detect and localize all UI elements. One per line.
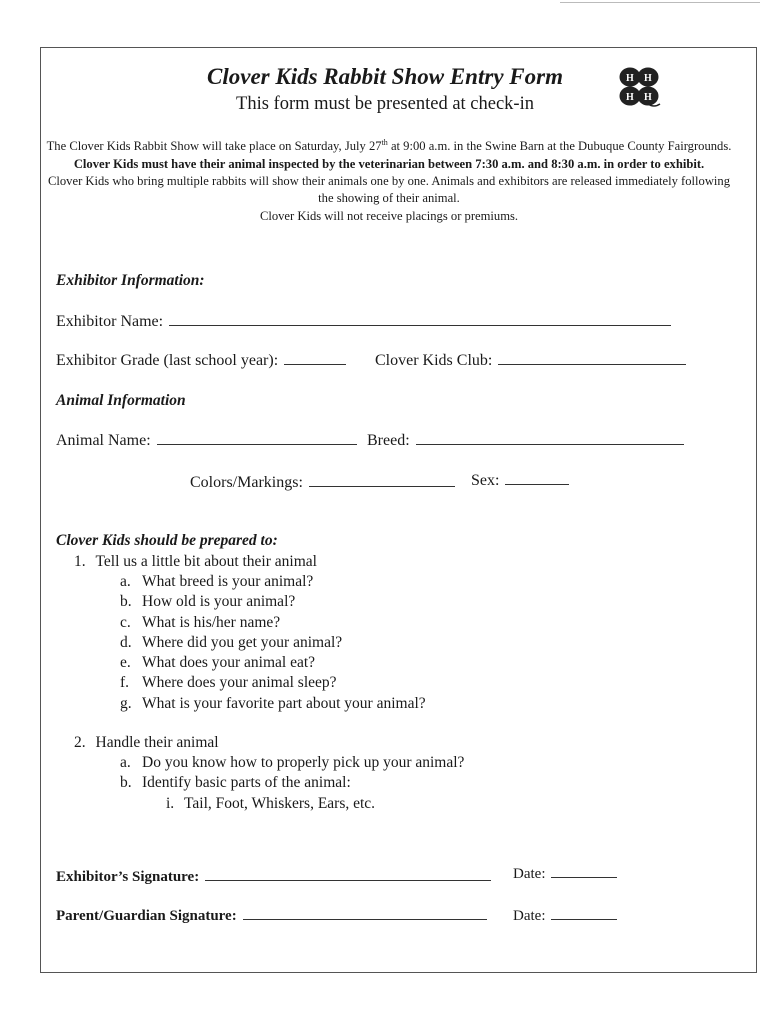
exhibitor-name-field[interactable] bbox=[169, 324, 671, 326]
list-item-1 bbox=[74, 552, 317, 572]
breed-row bbox=[367, 432, 684, 450]
sex-row bbox=[471, 472, 569, 490]
list-subitem: d. Where did you get your animal? bbox=[120, 633, 343, 651]
intro-vet-notice: Clover Kids must have their animal inspected by the veterinarian between 7:30 a.m. and 8:30 a.m. in order to exhibit. bbox=[73, 156, 705, 171]
sex-label: Sex: bbox=[471, 472, 500, 489]
list-item-2-subs bbox=[120, 753, 464, 814]
intro-line-date bbox=[44, 134, 734, 156]
sex-field[interactable] bbox=[505, 483, 569, 485]
list-subitem: b. How old is your animal? bbox=[120, 593, 296, 611]
list-subitem: a. What breed is your animal? bbox=[120, 573, 314, 590]
list-subitem: f. Where does your animal sleep? bbox=[120, 674, 337, 692]
exhibitor-name-row bbox=[56, 313, 671, 331]
list-subitem: e. What does your animal eat? bbox=[120, 654, 316, 672]
intro-multiple-rabbits: Clover Kids who bring multiple rabbits will show their animals one by one. Animals and exhibitors are released immediately following the showing of their animal. bbox=[47, 174, 731, 206]
colors-field[interactable] bbox=[309, 485, 455, 487]
four-leaf-clover-4h-icon bbox=[612, 64, 666, 110]
parent-date-field[interactable] bbox=[551, 918, 617, 920]
club-label: Clover Kids Club: bbox=[375, 352, 493, 369]
intro-date-sup: th bbox=[381, 138, 388, 147]
intro-date-post: at 9:00 a.m. in the Swine Barn at the Dubuque County Fairgrounds. bbox=[387, 139, 732, 154]
list-subitem: a. Do you know how to properly pick up your animal? bbox=[120, 754, 465, 771]
animal-info-heading: Animal Information bbox=[56, 392, 186, 409]
svg-text:H: H bbox=[626, 92, 634, 103]
parent-signature-field[interactable] bbox=[243, 918, 487, 920]
exhibitor-date-row bbox=[513, 866, 617, 883]
parent-date-label: Date: bbox=[513, 908, 546, 924]
list-subitem: g. What is your favorite part about your animal? bbox=[120, 694, 426, 712]
svg-text:H: H bbox=[626, 73, 634, 84]
exhibitor-signature-field[interactable] bbox=[205, 879, 491, 881]
svg-text:H: H bbox=[644, 73, 652, 84]
list-item-1-subs bbox=[120, 572, 426, 714]
colors-label: Colors/Markings: bbox=[190, 474, 303, 491]
breed-label: Breed: bbox=[367, 432, 410, 449]
intro-date-pre: The Clover Kids Rabbit Show will take place on Saturday, July 27 bbox=[46, 139, 382, 154]
exhibitor-date-field[interactable] bbox=[551, 876, 617, 878]
exhibitor-name-label: Exhibitor Name: bbox=[56, 313, 164, 330]
list-item-2 bbox=[74, 733, 219, 753]
exhibitor-grade-field[interactable] bbox=[284, 363, 346, 365]
colors-row bbox=[190, 474, 455, 492]
club-row bbox=[375, 352, 686, 370]
svg-text:H: H bbox=[644, 92, 652, 103]
exhibitor-signature-label: Exhibitor’s Signature: bbox=[56, 869, 200, 885]
list-subitem: c. What is his/her name? bbox=[120, 613, 281, 631]
list-subitem: b. Identify basic parts of the animal: bbox=[120, 774, 351, 792]
exhibitor-grade-label: Exhibitor Grade (last school year): bbox=[56, 352, 279, 369]
animal-name-field[interactable] bbox=[157, 443, 357, 445]
prepared-heading: Clover Kids should be prepared to: bbox=[56, 532, 278, 549]
list-item-2-label: Handle their animal bbox=[95, 734, 219, 751]
list-subsubitem: i. Tail, Foot, Whiskers, Ears, etc. bbox=[166, 794, 376, 812]
parent-date-row bbox=[513, 908, 617, 925]
parent-signature-label: Parent/Guardian Signature: bbox=[56, 908, 237, 924]
exhibitor-info-heading: Exhibitor Information: bbox=[56, 272, 205, 289]
intro-no-placings: Clover Kids will not receive placings or premiums. bbox=[259, 208, 519, 223]
form-subtitle: This form must be presented at check-in bbox=[236, 94, 534, 114]
form-title: Clover Kids Rabbit Show Entry Form bbox=[207, 64, 563, 89]
club-field[interactable] bbox=[498, 363, 686, 365]
parent-signature-row bbox=[56, 908, 487, 925]
list-item-1-num: 1. bbox=[74, 553, 86, 570]
scan-edge-line bbox=[560, 2, 760, 3]
list-item-1-label: Tell us a little bit about their animal bbox=[95, 553, 317, 570]
animal-name-row bbox=[56, 432, 357, 450]
exhibitor-date-label: Date: bbox=[513, 866, 546, 882]
intro-text bbox=[44, 134, 734, 225]
breed-field[interactable] bbox=[416, 443, 684, 445]
animal-name-label: Animal Name: bbox=[56, 432, 151, 449]
list-item-2-num: 2. bbox=[74, 734, 86, 751]
exhibitor-grade-row bbox=[56, 352, 346, 370]
exhibitor-signature-row bbox=[56, 869, 491, 886]
